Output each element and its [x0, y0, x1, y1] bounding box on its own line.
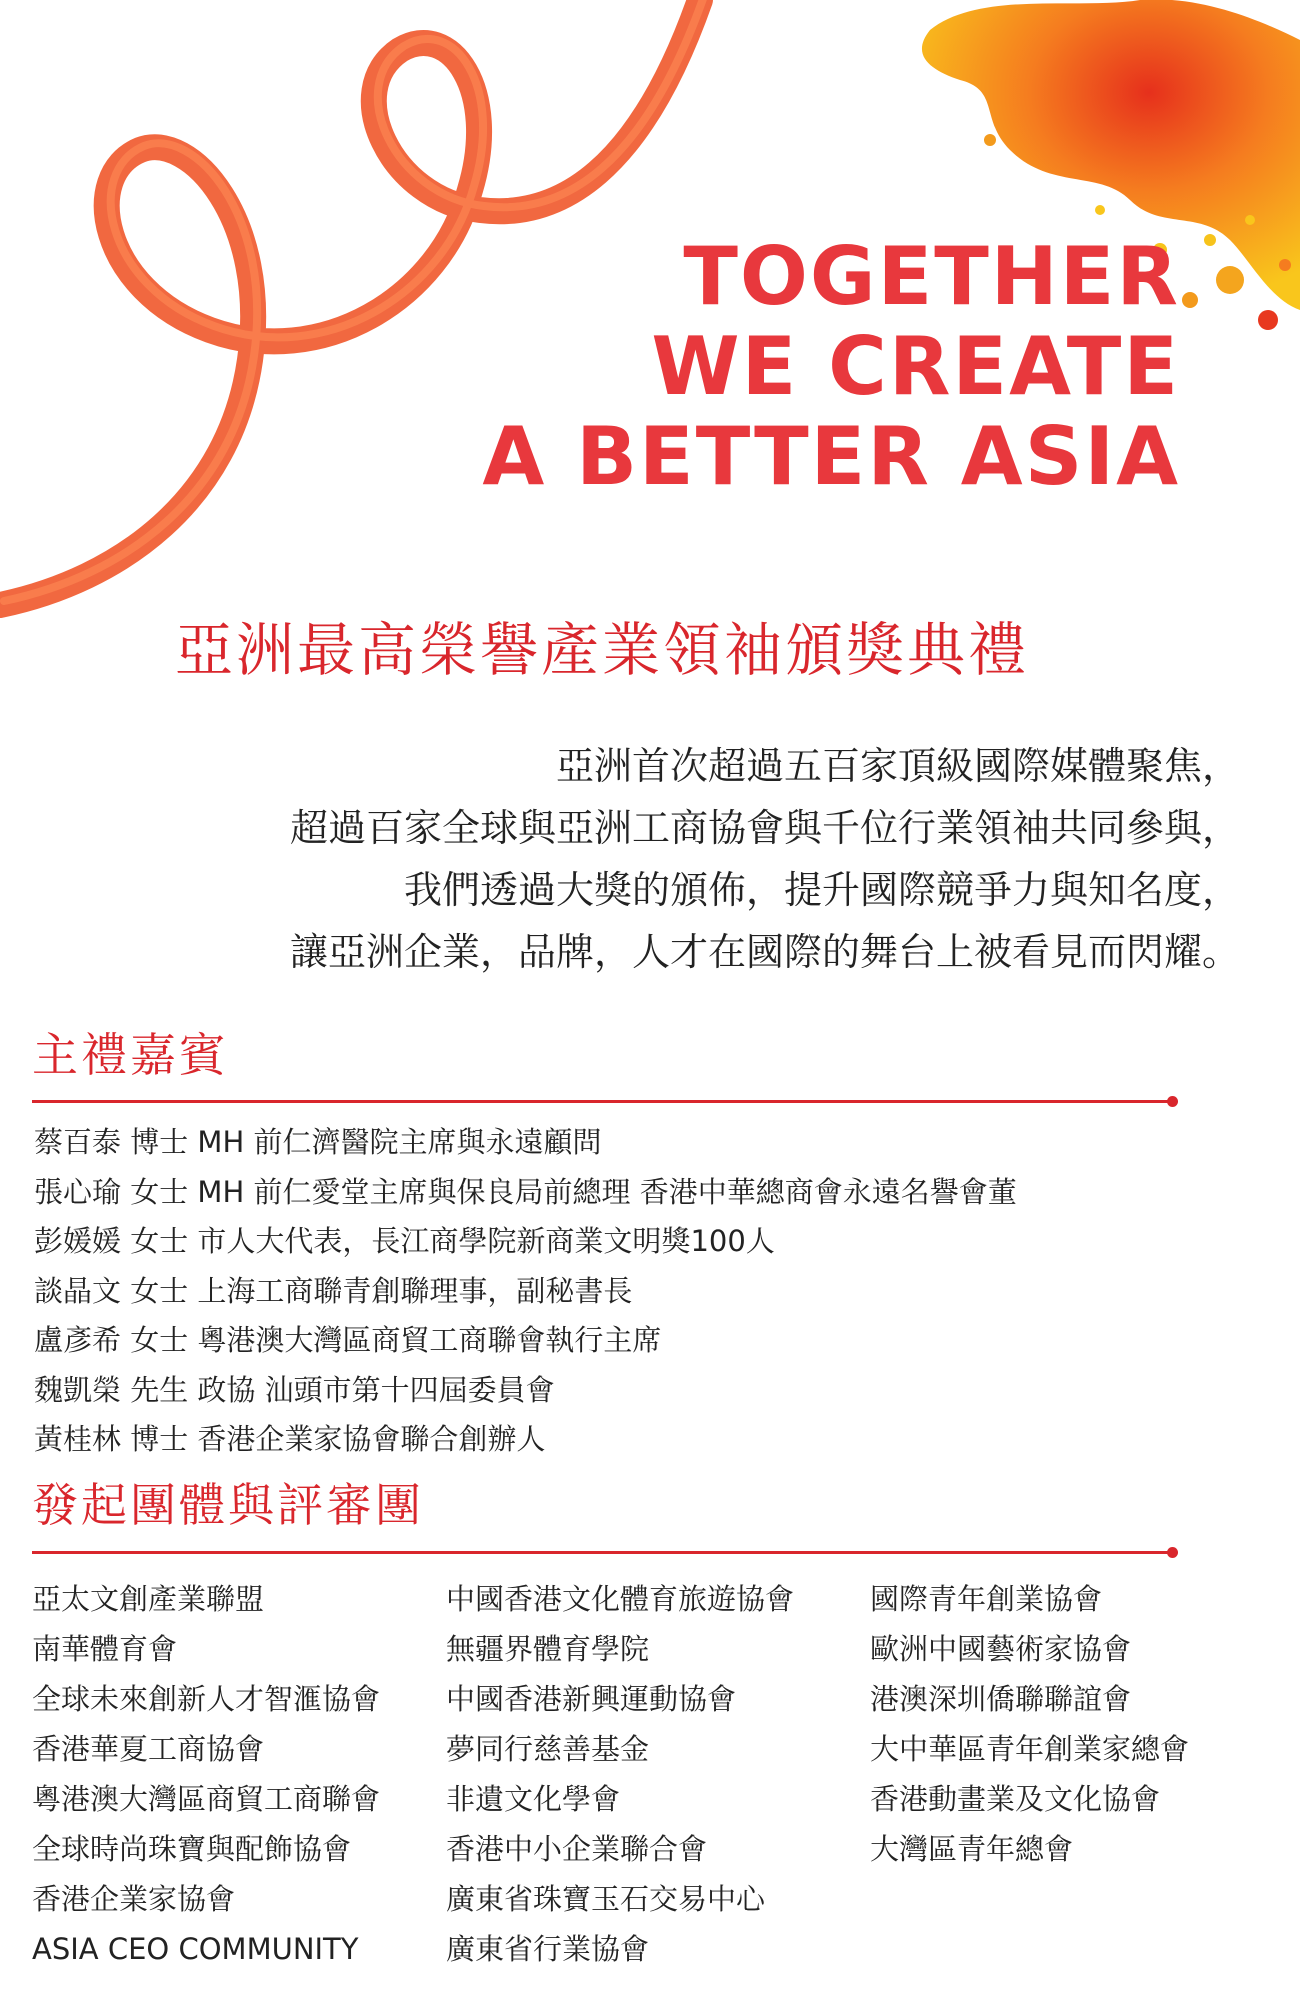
list-item: 廣東省行業協會	[446, 1932, 650, 1966]
list-item: 無疆界體育學院	[446, 1632, 650, 1666]
list-item: 粵港澳大灣區商貿工商聯會	[32, 1782, 381, 1816]
list-item: 中國香港文化體育旅遊協會	[446, 1582, 795, 1616]
intro-line: 我們透過大獎的頒佈，提升國際競爭力與知名度，	[403, 868, 1240, 912]
list-item: 大中華區青年創業家總會	[870, 1732, 1190, 1766]
list-item: 香港華夏工商協會	[32, 1732, 265, 1766]
list-item: 香港企業家協會	[32, 1882, 236, 1916]
intro-line: 超過百家全球與亞洲工商協會與千位行業領袖共同參與，	[289, 806, 1240, 850]
list-item: ASIA CEO COMMUNITY	[32, 1932, 359, 1966]
list-item: 廣東省珠寶玉石交易中心	[446, 1882, 766, 1916]
list-item: 彭媛媛 女士 市人大代表，長江商學院新商業文明獎100人	[34, 1224, 775, 1258]
list-item: 中國香港新興運動協會	[446, 1682, 737, 1716]
list-item: 張心瑜 女士 MH 前仁愛堂主席與保良局前總理 香港中華總商會永遠名譽會董	[34, 1174, 1017, 1209]
list-item: 南華體育會	[32, 1632, 178, 1666]
list-item: 魏凱榮 先生 政協 汕頭市第十四屆委員會	[34, 1372, 555, 1407]
organizer-column-3	[870, 1574, 1189, 1874]
list-item: 非遺文化學會	[446, 1782, 621, 1816]
intro-line: 亞洲首次超過五百家頂級國際媒體聚焦，	[555, 744, 1240, 788]
organizer-column-2	[446, 1574, 794, 1974]
list-item: 黃桂林 博士 香港企業家協會聯合創辦人	[34, 1422, 546, 1456]
list-item: 歐洲中國藝術家協會	[870, 1632, 1132, 1666]
list-item: 大灣區青年總會	[870, 1832, 1074, 1866]
headline-line-1: TOGETHER	[683, 230, 1180, 323]
guest-list	[34, 1118, 1234, 1465]
list-item: 全球未來創新人才智滙協會	[32, 1682, 381, 1716]
headline-line-3: A BETTER ASIA	[482, 410, 1180, 503]
list-item: 夢同行慈善基金	[446, 1732, 650, 1766]
page-title: 亞洲最高榮譽產業領袖頒獎典禮	[175, 616, 1030, 684]
headline-line-2: WE CREATE	[651, 320, 1180, 413]
guests-heading: 主禮嘉賓	[32, 1028, 228, 1082]
headline	[482, 232, 1180, 502]
list-item: 全球時尚珠寶與配飾協會	[32, 1832, 352, 1866]
list-item: 蔡百泰 博士 MH 前仁濟醫院主席與永遠顧問	[34, 1125, 602, 1159]
organizers-divider	[32, 1551, 1172, 1554]
list-item: 港澳深圳僑聯聯誼會	[870, 1682, 1132, 1716]
list-item: 盧彥希 女士 粵港澳大灣區商貿工商聯會執行主席	[34, 1323, 662, 1357]
guests-divider	[32, 1100, 1172, 1103]
intro-line: 讓亞洲企業，品牌，人才在國際的舞台上被看見而閃耀。	[289, 930, 1240, 974]
list-item: 談晶文 女士 上海工商聯青創聯理事，副秘書長	[34, 1273, 633, 1308]
list-item: 香港動畫業及文化協會	[870, 1782, 1161, 1816]
organizers-heading: 發起團體與評審團	[32, 1478, 424, 1532]
intro-paragraph	[290, 735, 1240, 983]
list-item: 香港中小企業聯合會	[446, 1832, 708, 1866]
list-item: 國際青年創業協會	[870, 1582, 1103, 1616]
list-item: 亞太文創產業聯盟	[32, 1582, 265, 1616]
organizer-column-1	[32, 1574, 380, 1974]
